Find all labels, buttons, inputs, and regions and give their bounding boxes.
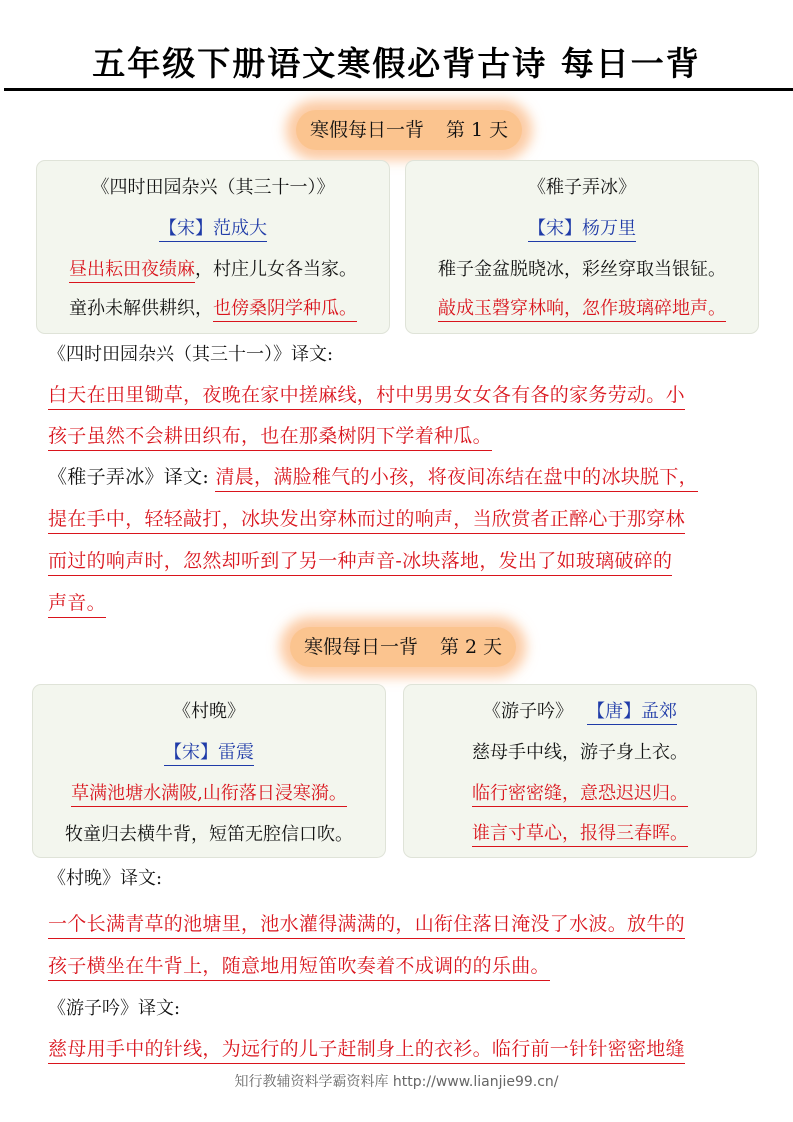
title-divider xyxy=(4,88,793,91)
poem-author: 【宋】范成大 xyxy=(159,218,267,242)
poem-author: 【唐】孟郊 xyxy=(587,701,677,725)
translation-line: 而过的响声时，忽然却听到了另一种声音-冰块落地，发出了如玻璃破碎的 xyxy=(48,546,672,573)
poem-line: 慈母手中线，游子身上衣。 xyxy=(472,742,688,763)
translation-line: 《稚子弄冰》译文: 清晨，满脸稚气的小孩，将夜间冻结在盘中的冰块脱下， xyxy=(48,462,698,489)
poem-line: 稚子金盆脱晓冰，彩丝穿取当银钲。 xyxy=(438,259,726,280)
poem-title: 《稚子弄冰》 xyxy=(528,177,636,198)
poem-title: 《四时田园杂兴（其三十一）》 xyxy=(91,177,335,198)
translation-line: 一个长满青草的池塘里，池水灌得满满的，山衔住落日淹没了水波。放牛的 xyxy=(48,909,685,936)
poem-line: 童孙未解供耕织， xyxy=(69,298,213,319)
day-1-banner-label: 寒假每日一背 xyxy=(310,119,425,141)
poem-line-highlight: 临行密密缝，意恐迟迟归。 xyxy=(472,783,688,807)
translation-line: 提在手中，轻轻敲打，冰块发出穿林而过的响声，当欣赏者正醉心于那穿林 xyxy=(48,504,685,531)
translation-label: 《村晚》译文: xyxy=(48,868,163,889)
translation-line: 孩子横坐在牛背上，随意地用短笛吹奏着不成调的的乐曲。 xyxy=(48,951,550,978)
day-1-banner-number: 第 1 天 xyxy=(446,119,509,141)
page-title: 五年级下册语文寒假必背古诗 每日一背 xyxy=(92,44,701,83)
translation-label: 《稚子弄冰》译文: xyxy=(48,466,216,488)
footer-watermark: 知行教辅资料学霸资料库 http://www.lianjie99.cn/ xyxy=(234,1074,559,1090)
translation-label: 《四时田园杂兴（其三十一）》译文: xyxy=(48,344,334,365)
translation-line: 声音。 xyxy=(48,588,106,615)
poem-author: 【宋】雷震 xyxy=(164,742,254,766)
day-2-banner-label: 寒假每日一背 xyxy=(304,636,419,658)
poem-line-highlight: 昼出耘田夜绩麻 xyxy=(69,259,195,283)
poem-card-zhizi-nongbing xyxy=(405,160,759,334)
day-2-banner xyxy=(290,627,516,667)
poem-line-highlight: 也傍桑阴学种瓜。 xyxy=(213,298,357,322)
poem-line: 牧童归去横牛背，短笛无腔信口吹。 xyxy=(65,824,353,845)
poem-author: 【宋】杨万里 xyxy=(528,218,636,242)
poem-line: ，村庄儿女各当家。 xyxy=(195,259,357,280)
poem-card-sishi-tianyuan xyxy=(36,160,390,334)
translation-line: 孩子虽然不会耕田织布，也在那桑树阴下学着种瓜。 xyxy=(48,421,492,448)
day-2-banner-number: 第 2 天 xyxy=(440,636,503,658)
poem-card-cunwan xyxy=(32,684,386,858)
poem-title: 《村晚》 xyxy=(173,701,245,722)
poem-line-highlight: 草满池塘水满陂,山衔落日浸寒漪。 xyxy=(71,783,347,807)
poem-card-youziyin xyxy=(403,684,757,858)
day-1-banner xyxy=(296,110,522,150)
translation-line: 白天在田里锄草，夜晚在家中搓麻线，村中男男女女各有各的家务劳动。小 xyxy=(48,380,685,407)
poem-line-highlight: 敲成玉磬穿林响，忽作玻璃碎地声。 xyxy=(438,298,726,322)
translation-label: 《游子吟》译文: xyxy=(48,998,181,1019)
translation-line: 慈母用手中的针线，为远行的儿子赶制身上的衣衫。临行前一针针密密地缝 xyxy=(48,1034,685,1061)
poem-title: 《游子吟》 xyxy=(483,701,573,722)
poem-line-highlight: 谁言寸草心，报得三春晖。 xyxy=(472,823,688,847)
